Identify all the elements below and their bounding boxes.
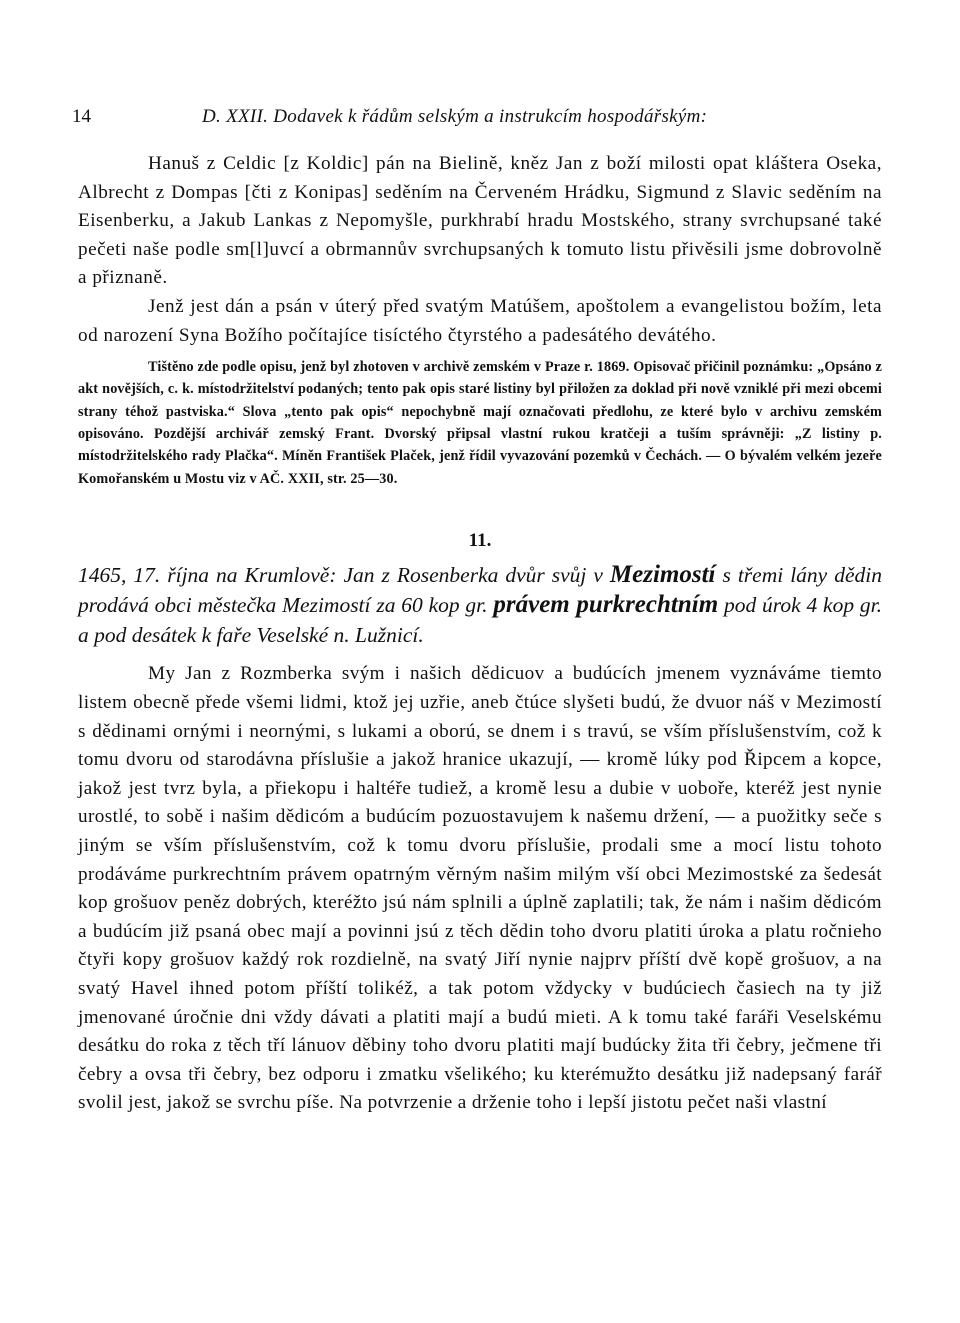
- page-number: 14: [72, 106, 91, 127]
- regest-place: Mezimostí: [609, 560, 716, 588]
- body-paragraph-2: Jenž jest dán a psán v úterý před svatým Matúšem, apoštolem a evangelistou božím, leta od narození Syna Božího počítajíce tisíctého čtyrstého a padesátého devátého.: [78, 295, 882, 346]
- regest-text-2: s třemi lány dědin prodává obci městečka Mezimostí za 60 kop gr.: [78, 562, 882, 618]
- document-page: [72, 100, 882, 1118]
- regest-text-1: 1465, 17. října na Krumlově: Jan z Rosenberka dvůr svůj v: [78, 562, 610, 587]
- running-title: D. XXII. Dodavek k řádům selským a instrukcím hospodářským:: [202, 106, 708, 127]
- body-paragraph-1: Hanuš z Celdic [z Koldic] pán na Bielině, kněz Jan z boží milosti opat kláštera Oseka, Albrecht z Dompas [čti z Konipas] seděním na Červeném Hrádku, Sigmund z Slavic seděním na Eisenberku, a Jakub Lankas z Nepomyšle, purkhrabí hradu Mostského, strany svrchupsané také pečeti naše podle sm[l]uvcí a obrmannův svrchupsaných k tomuto listu přivěsili jsme dobrovolně a přiznaně.: [78, 153, 882, 289]
- regest-law: právem purkrechtním: [493, 591, 719, 619]
- document-body: My Jan z Rozmberka svým i našich dědicuov a budúcích jmenem vyznáváme tiemto listem obecně přede všemi lidmi, ktož jej uzřie, aneb čtúce slyšeti budú, že dvuor náš v Mezimostí s dědinami ornými i neornými, s lukami a oború, se dnem i s travú, se vším příslušenstvím, což k tomu dvoru od starodávna příslušie a jakož hranice ukazují, — kromě lúky pod Řipcem a kopce, jakož jest tvrz byla, a přiekopu i haltéře tudiež, a kromě lesu a dubie v uoboře, kteréž jest nynie urostlé, to sobě i našim dědicóm a budúcím pozuostavujem k našemu držení, — a puožitky seče s jiným se vším příslušenstvím, což k tomu dvoru příslušie, prodali sme a mocí listu tohoto prodáváme purkrechtním právem opatrným věrným našim milým vší obci Mezimostské za šedesát kop grošuov peněz dobrých, kteréžto jsú nám splnili a úplně zaplatili; tak, že nám i našim dědicóm a budúcím již psaná obec mají a povinni jsú z těch dědin toho dvoru platiti úroka a platu ročnieho čtyři kopy grošuov každý rok rozdielně, na svatý Jiří nynie najprv příští dvě kopě grošuov, a na svatý Havel ihned potom příští tolikéž, a tak potom vždycky v budúciech časiech na ty již jmenované úročnie dni vždy dávati a platiti mají a budú mieti. A k tomu také faráři Veselskému desátku do roka z těch tří lánuov děbiny toho dvoru platiti mají budúcky žita tři čebry, ječmene tři čebry a ovsa tři čebry, bez odporu i zmatku všelikého; ku kterémužto desátku již nadepsaný farář svolil jest, jakož se svrchu píše. Na potvrzenie a drženie toho i lepší jistotu pečet naši vlastní: [78, 663, 882, 1114]
- editorial-note: Tištěno zde podle opisu, jenž byl zhotoven v archivě zemském v Praze r. 1869. Opisovač přičinil poznámku: „Opsáno z akt novějších, c. k. místodržitelství podaných; tento pak opis staré listiny byl přiložen za doklad při nově vzniklé při mezi obcemi strany téhož pastviska.“ Slova „tento pak opis“ nepochybně mají označovati předlohu, ze které bylo v archivu zemském opisováno. Pozdější archivář zemský Frant. Dvorský připsal vlastní rukou kratčeji a tuším správněji: „Z listiny p. místodržitelského rady Plačka“. Míněn František Plaček, jenž řídil vyvazování pozemků v Čechách. — O bývalém velkém jezeře Komořanském u Mostu viz v AČ. XXII, str. 25—30.: [78, 359, 882, 487]
- document-regest: [78, 560, 882, 651]
- regest-text-3: pod úrok 4 kop gr. a pod desátek k faře Veselské n. Lužnicí.: [78, 593, 882, 647]
- document-number: 11.: [468, 529, 492, 551]
- page-header: [72, 100, 882, 134]
